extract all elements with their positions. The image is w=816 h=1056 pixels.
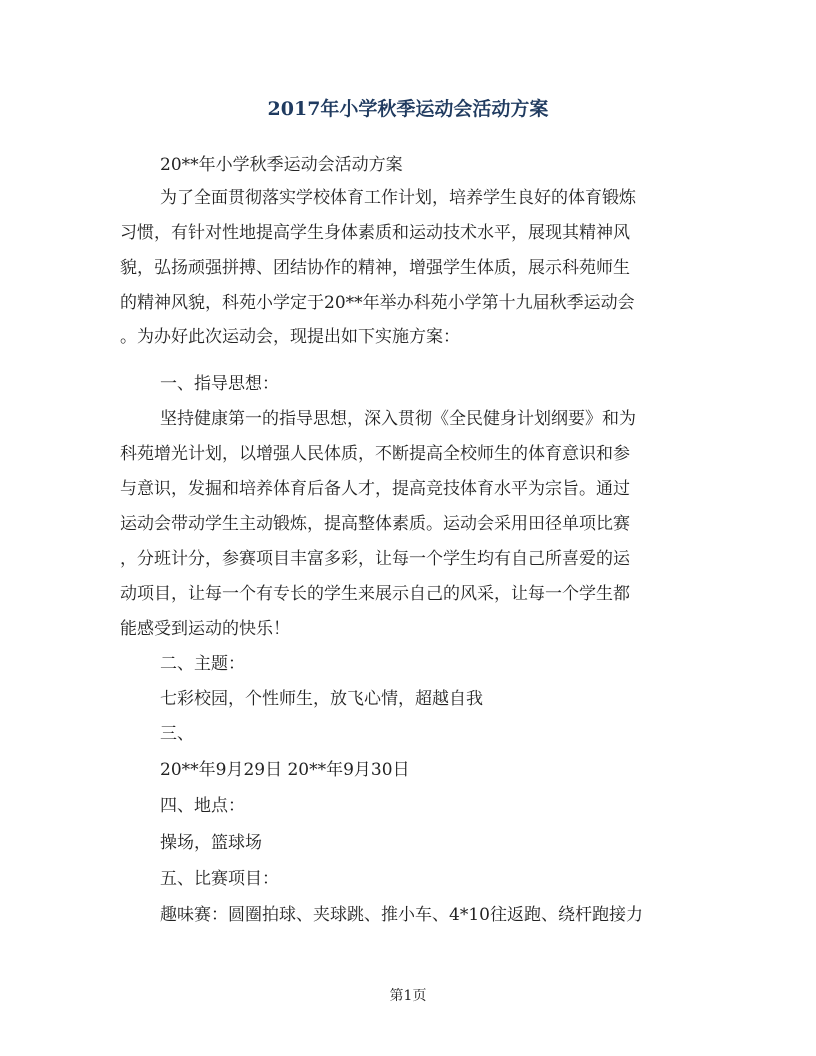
- paragraph-line: 动项目，让每一个有专长的学生来展示自己的风采，让每一个学生都: [120, 584, 630, 604]
- section-heading: 二、主题：: [160, 654, 245, 674]
- paragraph-line: 七彩校园，个性师生，放飞心情，超越自我: [160, 689, 483, 709]
- paragraph-line: 貌，弘扬顽强拼搏、团结协作的精神，增强学生体质，展示科苑师生: [120, 258, 630, 278]
- page-number: 第1页: [389, 988, 427, 1004]
- section-heading: 一、指导思想：: [160, 374, 279, 394]
- document-title: 2017年小学秋季运动会活动方案: [267, 98, 549, 120]
- paragraph-line: 坚持健康第一的指导思想，深入贯彻《全民健身计划纲要》和为: [160, 409, 636, 429]
- paragraph-line: 20**年9月29日 20**年9月30日: [160, 760, 410, 780]
- paragraph-line: 趣味赛：圆圈拍球、夹球跳、推小车、4*10往返跑、绕杆跑接力: [160, 905, 643, 925]
- paragraph-line: 与意识，发掘和培养体育后备人才，提高竞技体育水平为宗旨。通过: [120, 479, 630, 499]
- section-heading: 四、地点：: [160, 796, 245, 816]
- paragraph-line: 为了全面贯彻落实学校体育工作计划，培养学生良好的体育锻炼: [160, 188, 636, 208]
- section-heading: 三、: [160, 724, 194, 744]
- paragraph-line: ，分班计分，参赛项目丰富多彩，让每一个学生均有自己所喜爱的运: [120, 549, 630, 569]
- paragraph-line: 的精神风貌，科苑小学定于20**年举办科苑小学第十九届秋季运动会: [120, 293, 635, 313]
- paragraph-line: 20**年小学秋季运动会活动方案: [160, 155, 403, 175]
- paragraph-line: 科苑增光计划，以增强人民体质，不断提高全校师生的体育意识和参: [120, 444, 630, 464]
- paragraph-line: 。为办好此次运动会，现提出如下实施方案：: [120, 327, 460, 347]
- paragraph-line: 运动会带动学生主动锻炼，提高整体素质。运动会采用田径单项比赛: [120, 514, 630, 534]
- section-heading: 五、比赛项目：: [160, 869, 279, 889]
- paragraph-line: 习惯，有针对性地提高学生身体素质和运动技术水平，展现其精神风: [120, 223, 630, 243]
- paragraph-line: 能感受到运动的快乐！: [120, 619, 290, 639]
- paragraph-line: 操场，篮球场: [160, 833, 262, 853]
